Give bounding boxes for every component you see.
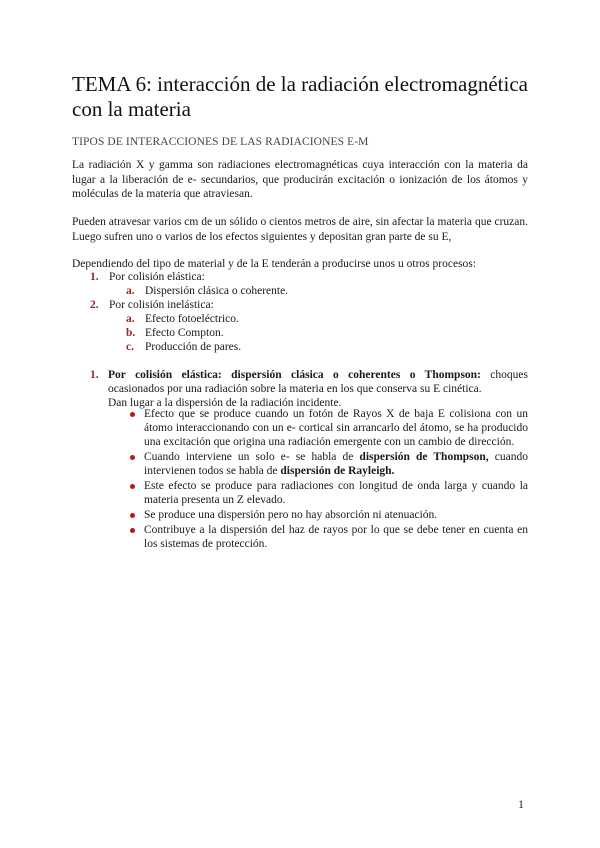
list-item — [72, 270, 532, 284]
bullet-bold-thompson: dispersión de Thompson, — [359, 451, 489, 463]
list-item — [72, 523, 528, 551]
sub-list-item — [72, 326, 532, 340]
bullet-text: Este efecto se produce para radiaciones con longitud de onda larga y cuando la materia presenta un Z elevado. — [144, 480, 528, 506]
sub-list-item-label: Efecto fotoeléctrico. — [145, 313, 239, 325]
bullet-bold-rayleigh: dispersión de Rayleigh. — [280, 465, 395, 477]
bullet-list — [72, 407, 528, 552]
sub-list-item — [72, 340, 532, 354]
section-lead-text: choques ocasionados por una radiación sobre la materia en los que conserva su E cinética. — [108, 369, 528, 395]
page-title: TEMA 6: interacción de la radiación electromagnética con la materia — [72, 72, 528, 121]
list-item — [72, 298, 532, 312]
bullet-icon — [130, 412, 135, 417]
sub-list-letter: b. — [126, 327, 136, 339]
section-bold-lead: Por colisión elástica: dispersión clásica o coherentes o Thompson: — [108, 369, 481, 381]
section-heading: TIPOS DE INTERACCIONES DE LAS RADIACIONES E-M — [72, 136, 369, 148]
paragraph-penetration: Pueden atravesar varios cm de un sólido o cientos metros de aire, sin afectar la materia que cruzan. Luego sufren uno o varios de los efectos siguientes y depositan gran parte de su E, — [72, 216, 528, 243]
list-item — [72, 407, 528, 449]
sub-list-letter: a. — [126, 285, 135, 297]
sub-list-item — [72, 284, 532, 298]
sub-list-letter: a. — [126, 313, 135, 325]
bullet-text-pre: Cuando interviene un solo e- se habla de — [144, 451, 360, 463]
bullet-text: Efecto que se produce cuando un fotón de Rayos X de baja E colisiona con un átomo interaccionando con un e- cortical sin arrancarlo del átomo, se ha producido una excitación que origina una radiación emergente con un cambio de dirección. — [144, 408, 528, 448]
bullet-text: Se produce una dispersión pero no hay absorción ni atenuación. — [144, 509, 438, 521]
paragraph-intro: La radiación X y gamma son radiaciones electromagnéticas cuya interacción con la materia da lugar a la liberación de e- secundarios, que producirán excitación o ionización de los átomos y moléculas de la materia que atraviesan. — [72, 159, 528, 200]
bullet-text: Contribuye a la dispersión del haz de rayos por lo que se debe tener en cuenta en los sistemas de protección. — [144, 524, 528, 550]
list-number: 1. — [90, 271, 99, 283]
sub-list-letter: c. — [126, 341, 134, 353]
section-lead — [72, 368, 528, 396]
list-number: 2. — [90, 299, 99, 311]
sub-list-item-label: Producción de pares. — [145, 341, 242, 353]
list-item — [72, 450, 528, 478]
bullet-icon — [130, 528, 135, 533]
elastic-collision-section — [72, 368, 528, 410]
sub-list-item-label: Efecto Compton. — [145, 327, 224, 339]
bullet-icon — [130, 513, 135, 518]
paragraph-processes: Dependiendo del tipo de material y de la E tenderán a producirse unos u otros procesos: — [72, 258, 476, 270]
bullet-icon — [130, 484, 135, 489]
list-item — [72, 508, 528, 522]
list-item-label: Por colisión inelástica: — [109, 299, 214, 311]
sub-list-item — [72, 312, 532, 326]
section-number: 1. — [90, 369, 99, 381]
list-item — [72, 479, 528, 507]
list-item-label: Por colisión elástica: — [109, 271, 205, 283]
page-number: 1 — [518, 797, 524, 811]
sub-list-item-label: Dispersión clásica o coherente. — [145, 285, 289, 297]
bullet-icon — [130, 455, 135, 460]
bullet-text-mid: cuando intervienen todos se habla de — [144, 451, 528, 477]
process-list — [72, 270, 532, 354]
section-line-2: Dan lugar a la dispersión de la radiación incidente. — [108, 397, 342, 409]
